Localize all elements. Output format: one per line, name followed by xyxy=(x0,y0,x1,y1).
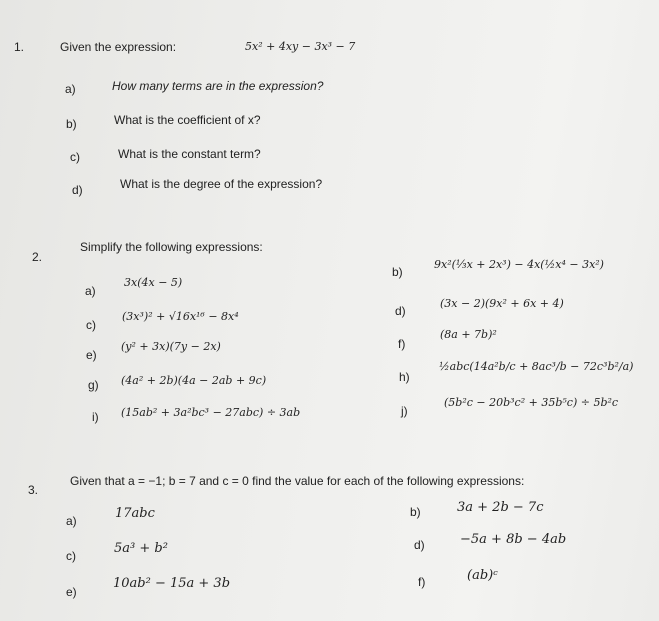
q1-part-label: c) xyxy=(70,150,80,164)
q1-expression: 5x² + 4xy − 3x³ − 7 xyxy=(245,40,356,53)
q2-left-label: i) xyxy=(92,410,99,424)
q3-left-expr: 10ab² − 15a + 3b xyxy=(113,576,231,591)
q2-right-expr: (5b²c − 20b³c² + 35b⁵c) ÷ 5b²c xyxy=(444,396,619,409)
q1-part-label: d) xyxy=(72,183,83,197)
q2-left-expr: 3x(4x − 5) xyxy=(124,276,183,289)
q1-part-label: b) xyxy=(66,117,77,131)
q1-number: 1. xyxy=(14,40,25,54)
q3-right-label: f) xyxy=(418,575,426,589)
q3-left-expr: 5a³ + b² xyxy=(114,541,168,556)
q2-right-expr: (3x − 2)(9x² + 6x + 4) xyxy=(440,297,564,310)
q1-part-label: a) xyxy=(65,82,76,96)
q2-right-expr: ½abc(14a²b/c + 8ac³/b − 72c³b²/a) xyxy=(439,360,634,373)
q3-prompt: Given that a = −1; b = 7 and c = 0 find the value for each of the following expressions: xyxy=(70,474,525,488)
q3-right-expr: (ab)ᶜ xyxy=(467,568,498,583)
q3-left-label: a) xyxy=(66,514,77,528)
q2-left-expr: (15ab² + 3a²bc³ − 27abc) ÷ 3ab xyxy=(121,406,301,419)
q1-prompt: Given the expression: xyxy=(60,40,177,54)
q2-left-label: c) xyxy=(86,318,96,332)
q2-left-label: a) xyxy=(85,284,96,298)
q1-part-text: What is the coefficient of x? xyxy=(114,113,261,127)
q2-right-label: d) xyxy=(395,304,406,318)
q2-right-label: h) xyxy=(399,370,410,384)
q2-left-expr: (4a² + 2b)(4a − 2ab + 9c) xyxy=(121,374,267,387)
q3-right-label: d) xyxy=(414,538,425,552)
q3-right-expr: −5a + 8b − 4ab xyxy=(460,532,567,547)
q3-left-label: c) xyxy=(66,549,76,563)
q2-right-label: j) xyxy=(401,404,408,418)
q2-left-expr: (3x³)² + √16x¹⁶ − 8x⁴ xyxy=(122,310,239,323)
q1-part-text: What is the degree of the expression? xyxy=(120,177,323,191)
q2-left-label: e) xyxy=(86,348,97,362)
q1-part-text: How many terms are in the expression? xyxy=(112,79,324,93)
q3-number: 3. xyxy=(28,483,39,497)
q2-number: 2. xyxy=(32,250,43,264)
q2-prompt: Simplify the following expressions: xyxy=(80,240,263,254)
q3-right-label: b) xyxy=(410,505,421,519)
q3-left-expr: 17abc xyxy=(115,506,155,521)
q2-right-label: b) xyxy=(392,265,403,279)
q3-right-expr: 3a + 2b − 7c xyxy=(457,500,544,515)
q3-left-label: e) xyxy=(66,585,77,599)
q2-right-label: f) xyxy=(398,337,406,351)
q2-right-expr: 9x²(⅓x + 2x³) − 4x(½x⁴ − 3x²) xyxy=(434,258,604,271)
q2-right-expr: (8a + 7b)² xyxy=(440,328,497,341)
q1-part-text: What is the constant term? xyxy=(118,147,261,161)
q2-left-expr: (y² + 3x)(7y − 2x) xyxy=(121,340,221,353)
q2-left-label: g) xyxy=(88,378,99,392)
